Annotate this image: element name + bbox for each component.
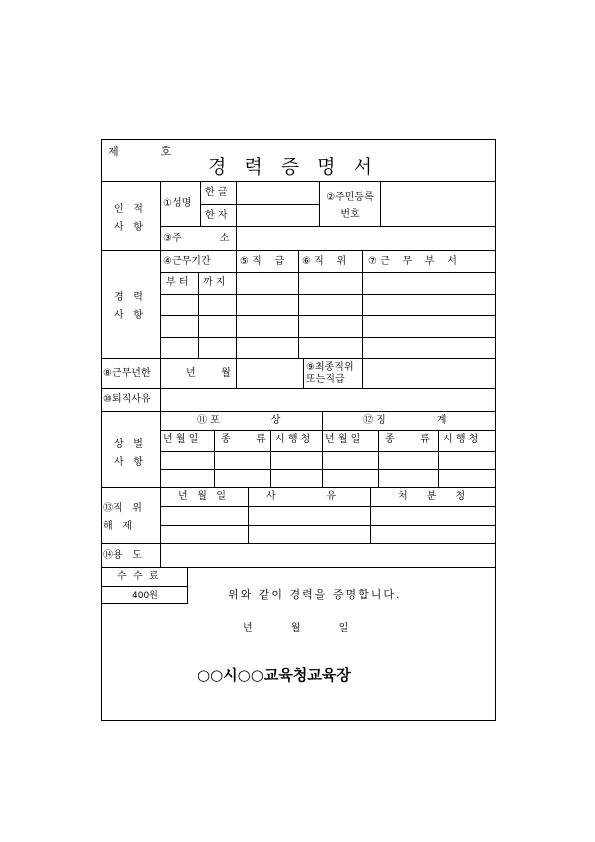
resident-number-label: ②주민등록 번호	[326, 192, 374, 220]
rewards-row-1	[160, 451, 496, 452]
position-label: ⑥ 직 위	[302, 256, 347, 267]
career-row-2	[160, 294, 496, 295]
address-field[interactable]	[237, 227, 495, 251]
rewards-header-rule	[160, 430, 496, 431]
hanja-name-field[interactable]	[237, 205, 318, 226]
award-type-label: 종 류	[221, 434, 266, 445]
retirement-reason-field[interactable]	[161, 390, 495, 412]
dismissal-row-1	[160, 506, 496, 507]
discipline-date-label: 년 월 일	[325, 434, 361, 445]
dismissal-agency-label: 처 분 청	[398, 491, 466, 502]
document-title: 경 력 증 명 서	[208, 156, 378, 178]
fee-value: 400원	[132, 591, 158, 601]
final-position-field[interactable]	[363, 360, 495, 389]
dismissal-date-label: 년 월 일	[178, 491, 227, 502]
award-agency-label: 시 행 청	[275, 434, 311, 445]
resident-number-field[interactable]	[381, 182, 495, 226]
hangul-label: 한 글	[205, 187, 228, 198]
resident-divider	[319, 181, 320, 226]
career-section-label: 경 력 사 항	[114, 292, 143, 321]
rewards-divider	[160, 412, 161, 488]
discipline-label: ⑫ 징 계	[363, 415, 447, 426]
dismissal-row-2	[160, 525, 496, 526]
identity-divider	[160, 181, 161, 251]
years-divider-2	[236, 359, 237, 389]
identity-section-label: 인 적 사 항	[114, 204, 143, 233]
certification-statement: 위와 같이 경력을 증명합니다.	[228, 588, 402, 601]
rewards-section-label: 상 벌 사 항	[114, 439, 143, 468]
discipline-type-label: 종 류	[385, 434, 430, 445]
award-date-label: 년 월 일	[163, 434, 199, 445]
rewards-col-3	[378, 430, 379, 488]
award-label: ⑪ 포 상	[197, 415, 281, 426]
fee-label: 수 수 료	[117, 571, 159, 582]
usage-field[interactable]	[161, 545, 495, 568]
years-divider-3	[303, 359, 304, 389]
years-of-service-label: ⑧근무년한	[103, 368, 151, 379]
career-row-1	[160, 272, 496, 273]
career-col-divider-2	[298, 251, 299, 359]
address-label: ③주 소	[163, 233, 230, 244]
retirement-reason-label: ⑩퇴직사유	[103, 394, 151, 405]
hangul-name-field[interactable]	[237, 182, 318, 204]
rewards-col-1	[214, 430, 215, 488]
career-col-divider-1	[236, 251, 237, 359]
dismissal-reason-label: 사 유	[266, 491, 337, 502]
rewards-row-2	[160, 469, 496, 470]
award-discipline-divider	[322, 412, 323, 488]
rewards-col-2	[270, 430, 271, 488]
career-row-4	[160, 337, 496, 338]
career-row-3	[160, 315, 496, 316]
work-period-label: ④근무기간	[163, 256, 211, 267]
career-divider	[160, 251, 161, 359]
dismissal-col-1	[248, 488, 249, 544]
grade-label: ⑤ 직 급	[240, 256, 285, 267]
name-label: ①성명	[163, 198, 192, 209]
discipline-agency-label: 시 행 청	[443, 434, 479, 445]
years-unit-label: 년 월	[186, 368, 231, 379]
to-label: 까 지	[203, 277, 226, 288]
fee-rule	[101, 586, 188, 587]
document-number-label: 제 호	[108, 145, 175, 158]
usage-label: ⑭용 도	[103, 550, 142, 561]
department-label: ⑦ 근 무 부 서	[368, 256, 457, 267]
issuer-name: ○○시○○교육청교육장	[197, 666, 351, 684]
hanja-label: 한 자	[205, 210, 228, 221]
dismissal-divider	[160, 488, 161, 544]
from-label: 부 터	[166, 277, 189, 288]
rewards-col-4	[438, 430, 439, 488]
final-position-label: ⑨최종직위 또는직급	[306, 362, 354, 385]
dismissal-col-2	[370, 488, 371, 544]
certification-date: 년 월 일	[243, 623, 349, 634]
dismissal-section-label: ⑬직 위 해 제	[103, 503, 142, 532]
career-col-divider-3	[362, 251, 363, 359]
years-divider-1	[160, 359, 161, 389]
